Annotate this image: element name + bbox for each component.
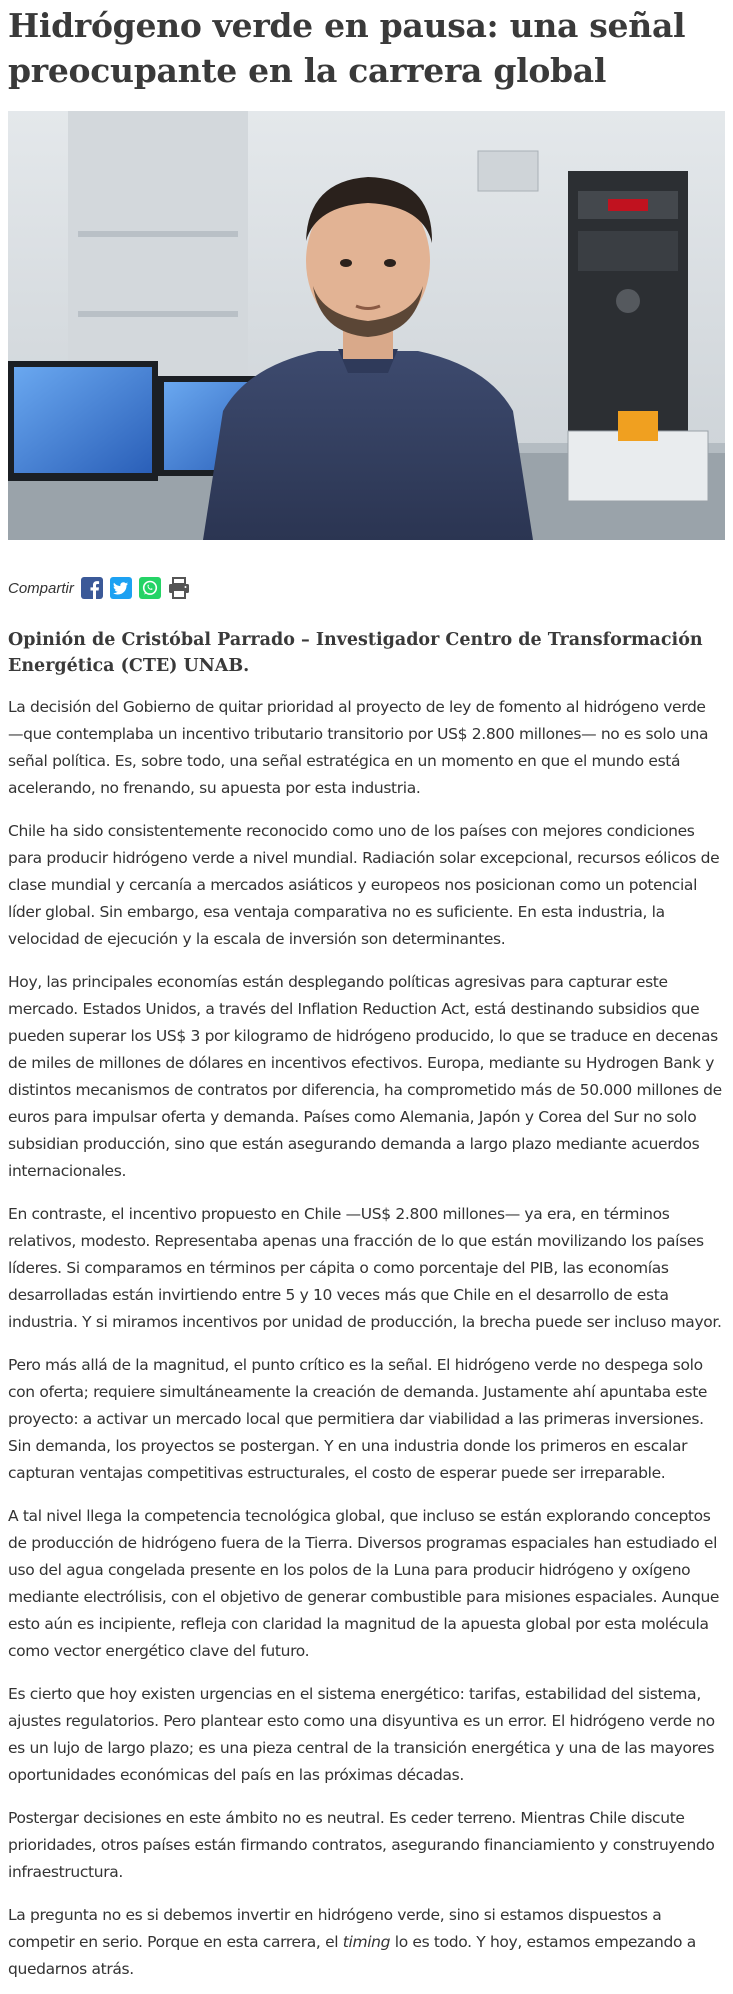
timing-emphasis: timing — [342, 1933, 391, 1951]
paragraph-6: A tal nivel llega la competencia tecnológica global, que incluso se están explorando conceptos de producción de hidrógeno fuera de la Tierra. Diversos programas espaciales han estudiado el uso del agua congelada presente en los polos de la Luna para producir hidrógeno y oxígeno mediante electrólisis, con el objetivo de generar combustible para misiones espaciales. Aunque esto aún es incipiente, refleja con claridad la magnitud de la apuesta global por esta molécula como vector energético clave del futuro. — [8, 1507, 720, 1660]
facebook-icon[interactable] — [80, 576, 104, 600]
paragraph-8: Postergar decisiones en este ámbito no es neutral. Es ceder terreno. Mientras Chile discute prioridades, otros países están firmando contratos, asegurando financiamiento y construyendo infraestructura. — [8, 1809, 715, 1881]
hero-photo — [8, 111, 725, 540]
paragraph-9-text-before: La pregunta no es si debemos invertir en hidrógeno verde, sino si estamos dispuestos a competir en serio. Porque en esta carrera, el — [8, 1906, 662, 1951]
article-body — [8, 694, 725, 1983]
print-icon[interactable] — [167, 576, 191, 600]
paragraph-1: La decisión del Gobierno de quitar prioridad al proyecto de ley de fomento al hidrógeno verde —que contemplaba un incentivo tributario transitorio por US$ 2.800 millones— no es solo una señal política. Es, sobre todo, una señal estratégica en un momento en que el mundo está acelerando, no frenando, su apuesta por esta industria. — [8, 698, 709, 797]
paragraph-5: Pero más allá de la magnitud, el punto crítico es la señal. El hidrógeno verde no despega solo con oferta; requiere simultáneamente la creación de demanda. Justamente ahí apuntaba este proyecto: a activar un mercado local que permitiera dar viabilidad a las primeras inversiones. Sin demanda, los proyectos se postergan. Y en una industria donde los primeros en escalar capturan ventajas competitivas estructurales, el costo de esperar puede ser irreparable. — [8, 1356, 708, 1482]
paragraph-3: Hoy, las principales economías están desplegando políticas agresivas para capturar este mercado. Estados Unidos, a través del Inflation Reduction Act, está destinando subsidios que pueden superar los US$ 3 por kilogramo de hidrógeno producido, lo que se traduce en decenas de miles de millones de dólares en incentivos efectivos. Europa, mediante su Hydrogen Bank y distintos mecanismos de contratos por diferencia, ha comprometido más de 50.000 millones de euros para impulsar oferta y demanda. Países como Alemania, Japón y Corea del Sur no solo subsidian producción, sino que están asegurando demanda a largo plazo mediante acuerdos internacionales. — [8, 973, 722, 1180]
article — [0, 3, 733, 1983]
paragraph-2: Chile ha sido consistentemente reconocido como uno de los países con mejores condiciones para producir hidrógeno verde a nivel mundial. Radiación solar excepcional, recursos eólicos de clase mundial y cercanía a mercados asiáticos y europeos nos posicionan como un potencial líder global. Sin embargo, esa ventaja comparativa no es suficiente. En esta industria, la velocidad de ejecución y la escala de inversión son determinantes. — [8, 822, 720, 948]
article-title: Hidrógeno verde en pausa: una señal preocupante en la carrera global — [8, 6, 686, 90]
paragraph-9-text-after: lo es todo. Y hoy, estamos empezando a quedarnos atrás. — [8, 1933, 696, 1978]
paragraph-4: En contraste, el incentivo propuesto en Chile —US$ 2.800 millones— ya era, en términos relativos, modesto. Representaba apenas una fracción de lo que están movilizando los países líderes. Si comparamos en términos per cápita o como porcentaje del PIB, las economías desarrolladas están invirtiendo entre 5 y 10 veces más que Chile en el desarrollo de esta industria. Y si miramos incentivos por unidad de producción, la brecha puede ser incluso mayor. — [8, 1205, 722, 1331]
whatsapp-icon[interactable] — [138, 576, 162, 600]
paragraph-7: Es cierto que hoy existen urgencias en el sistema energético: tarifas, estabilidad del sistema, ajustes regulatorios. Pero plantear esto como una disyuntiva es un error. El hidrógeno verde no es un lujo de largo plazo; es una pieza central de la transición energética y una de las mayores oportunidades económicas del país en las próximas décadas. — [8, 1685, 715, 1784]
twitter-icon[interactable] — [109, 576, 133, 600]
share-label: Compartir — [8, 579, 74, 597]
paragraph-9 — [8, 1902, 725, 1983]
share-bar — [8, 574, 725, 602]
researcher-portrait-illustration — [8, 111, 725, 540]
author-byline: Opinión de Cristóbal Parrado – Investigador Centro de Transformación Energética (CTE) UNAB. — [8, 630, 703, 676]
